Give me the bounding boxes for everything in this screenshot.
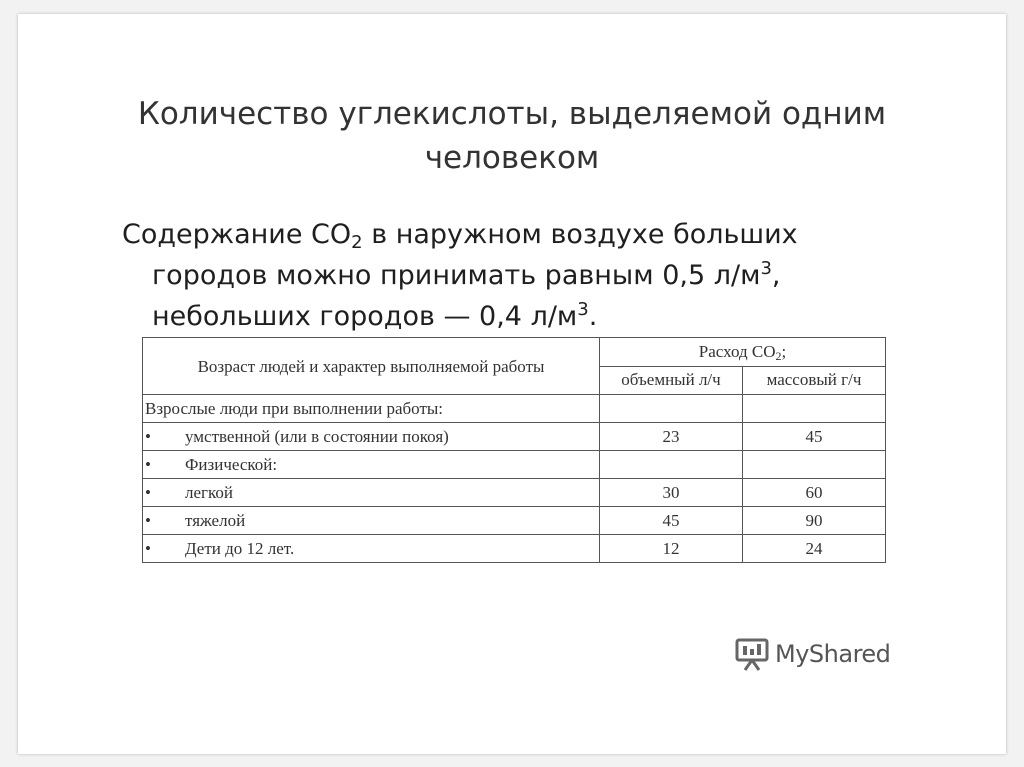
row-label-text: легкой	[185, 482, 233, 502]
body-text-segment: небольших городов — 0,4 л/м	[152, 301, 578, 332]
row-label-text: Взрослые люди при выполнении работы:	[145, 398, 444, 418]
subscript: 2	[775, 349, 782, 364]
header-text: ;	[781, 342, 787, 362]
table-row	[143, 395, 886, 423]
bullet-icon: •	[145, 482, 151, 502]
body-text-segment: в наружном воздухе больших	[362, 219, 798, 250]
body-text-segment: городов можно принимать равным 0,5 л/м	[152, 260, 761, 291]
title-line-1: Количество углекислоты, выделяемой одним	[137, 96, 887, 132]
row-mass: 24	[743, 535, 886, 563]
row-label	[143, 479, 600, 507]
title-line-2: человеком	[424, 140, 600, 176]
row-mass: 45	[743, 423, 886, 451]
subscript: 2	[351, 232, 363, 253]
row-volume: 23	[600, 423, 743, 451]
row-mass	[743, 451, 886, 479]
row-label-text: Дети до 12 лет.	[185, 538, 295, 558]
table-row	[143, 535, 886, 563]
body-text-segment: ,	[771, 260, 781, 291]
header-co2-consumption	[600, 338, 886, 367]
row-mass: 60	[743, 479, 886, 507]
row-volume: 30	[600, 479, 743, 507]
bullet-icon: •	[145, 426, 151, 446]
watermark-text: MyShared	[775, 640, 891, 668]
row-label	[143, 395, 600, 423]
table-row	[143, 423, 886, 451]
body-text-segment: .	[588, 301, 598, 332]
row-label	[143, 451, 600, 479]
bullet-icon: •	[145, 510, 151, 530]
table-header-row	[143, 338, 886, 367]
row-volume	[600, 451, 743, 479]
row-mass: 90	[743, 507, 886, 535]
row-label-text: тяжелой	[185, 510, 246, 530]
row-label-text: Физической:	[185, 454, 278, 474]
body-paragraph	[122, 214, 842, 337]
table-row	[143, 451, 886, 479]
row-label	[143, 535, 600, 563]
row-label	[143, 507, 600, 535]
row-volume: 45	[600, 507, 743, 535]
superscript: 3	[760, 258, 772, 279]
body-text-segment: Содержание СО	[122, 219, 352, 250]
slide-title	[0, 92, 1024, 180]
row-mass	[743, 395, 886, 423]
co2-table	[142, 337, 886, 563]
body-line-3	[122, 296, 842, 337]
myshared-watermark[interactable]	[735, 636, 890, 672]
row-volume: 12	[600, 535, 743, 563]
header-text: Расход СО	[698, 342, 776, 362]
row-volume	[600, 395, 743, 423]
header-mass: массовый г/ч	[743, 366, 886, 395]
body-line-1	[122, 214, 842, 255]
bullet-icon: •	[145, 454, 151, 474]
bullet-icon: •	[145, 538, 151, 558]
row-label-text: умственной (или в состоянии покоя)	[185, 426, 449, 446]
superscript: 3	[577, 299, 589, 320]
presentation-board-icon	[735, 636, 769, 672]
table-row	[143, 479, 886, 507]
table-row	[143, 507, 886, 535]
header-age-work: Возраст людей и характер выполняемой работы	[143, 338, 600, 395]
body-line-2	[122, 255, 842, 296]
row-label	[143, 423, 600, 451]
header-volume: объемный л/ч	[600, 366, 743, 395]
